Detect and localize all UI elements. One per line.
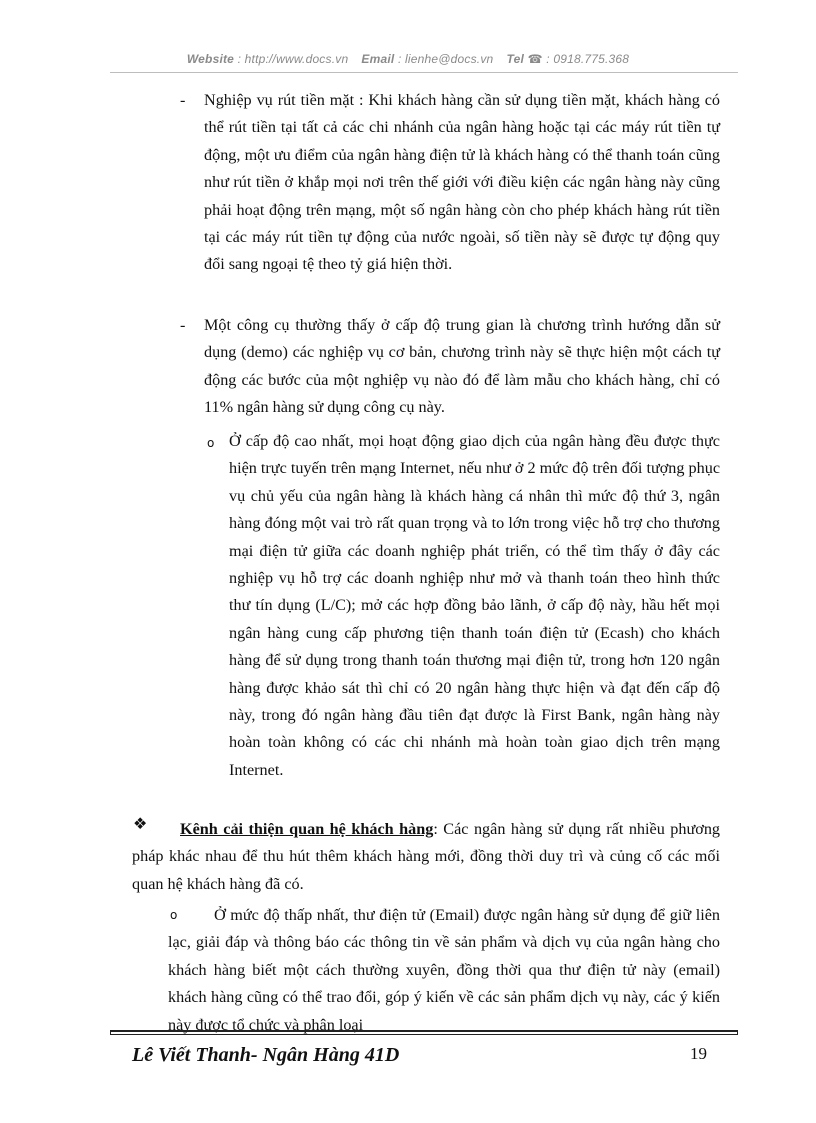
page-number: 19 [690,1044,707,1063]
paragraph-customer-relations [132,816,720,898]
paragraph-highest-level: Ở cấp độ cao nhất, mọi hoạt động giao dịch của ngân hàng đều được thực hiện trực tuyến trên mạng Internet, nếu như ở 2 mức độ trên đối tượng phục vụ chủ yếu của ngân hàng là khách hàng cá nhân thì mức độ thứ 3, ngân hàng đóng một vai trò rất quan trọng và to lớn trong việc hỗ trợ cho thương mại điện tử giữa các doanh nghiệp phát triển, có thể tìm thấy ở đây các nghiệp vụ hỗ trợ các doanh nghiệp như mở và thanh toán theo hình thức thư tín dụng (L/C); mở các hợp đồng bảo lãnh, ở cấp độ này, hầu hết mọi ngân hàng cung cấp phương tiện thanh toán điện tử (Ecash) cho khách hàng để sử dụng trong thanh toán thương mại điện tử, trong hơn 120 ngân hàng được khảo sát thì chỉ có 20 ngân hàng thực hiện và đạt đến cấp độ này, trong đó ngân hàng đầu tiên đạt được là First Bank, ngân hàng này hoàn toàn không có các chi nhánh mà hoàn toàn giao dịch trên mạng Internet. [229,432,720,779]
tel-label: Tel [506,52,525,66]
footer-rule-thin [110,1034,738,1035]
paragraph-lowest-level: Ở mức độ thấp nhất, thư điện tử (Email) được ngân hàng sử dụng để giữ liên lạc, giải đáp và thông báo các thông tin về sản phẩm và dịch vụ của ngân hàng cho khách hàng biết một cách thường xuyên, đồng thời qua thư điện tử này (email) khách hàng cũng có thể trao đổi, góp ý kiến về các sản phẩm dịch vụ này, các ý kiến này được tổ chức và phân loại [168,906,720,1034]
footer-rule [110,1030,738,1032]
email-label: Email [361,52,395,66]
tel-value: : 0918.775.368 [546,52,630,66]
website-value[interactable]: : http://www.docs.vn [237,52,349,66]
dash-bullet-2: - [180,316,186,334]
circle-bullet-1: o [207,436,215,450]
website-label: Website [186,52,235,66]
dash-bullet-1: - [180,91,186,109]
email-value[interactable]: : lienhe@docs.vn [397,52,494,66]
footer-author: Lê Viết Thanh- Ngân Hàng 41D [132,1044,400,1066]
heading-customer-relations: Kênh cải thiện quan hệ khách hàng [180,820,434,838]
page-header [0,52,816,66]
circle-bullet-2: o [170,908,178,922]
paragraph-customer-relations-text: : Các ngân hàng sử dụng rất nhiều phương pháp khác nhau để thu hút thêm khách hàng mới, đồng thời duy trì và củng cố các mối quan hệ khách hàng đã có. [132,820,721,893]
diamond-bullet: ❖ [133,814,148,833]
header-rule [110,72,738,73]
paragraph-withdrawal: Nghiệp vụ rút tiền mặt : Khi khách hàng cần sử dụng tiền mặt, khách hàng có thể rút tiền tại tất cả các chi nhánh của ngân hàng hoặc tại các máy rút tiền tự động, một ưu điểm của ngân hàng điện tử là khách hàng có thể thanh toán cũng như rút tiền ở khắp mọi nơi trên thế giới với điều kiện các ngân hàng này cũng phải hoạt động trên mạng, một số ngân hàng còn cho phép khách hàng rút tiền tại các máy rút tiền tự động của nước ngoài, số tiền này sẽ được tự động quy đổi sang ngoại tệ theo tỷ giá hiện thời. [204,91,720,274]
phone-icon: ☎ [527,52,543,66]
paragraph-demo-tool: Một công cụ thường thấy ở cấp độ trung gian là chương trình hướng dẫn sử dụng (demo) các nghiệp vụ cơ bản, chương trình này sẽ thực hiện một cách tự động các bước của một nghiệp vụ nào đó để làm mẫu cho khách hàng, chỉ có 11% ngân hàng sử dụng công cụ này. [204,316,720,417]
